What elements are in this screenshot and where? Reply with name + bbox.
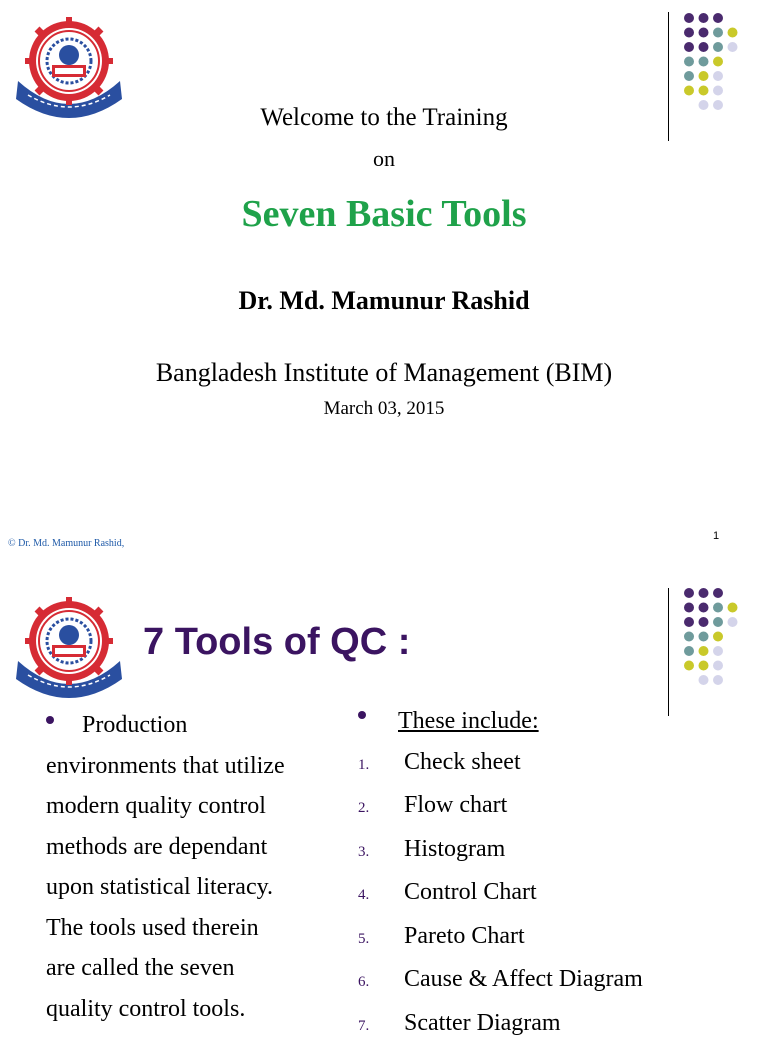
decoration-dot: [713, 28, 723, 38]
intro-line: Production: [46, 705, 346, 746]
decoration-dot: [684, 42, 694, 52]
decoration-dot: [713, 646, 723, 656]
tools-list: [358, 701, 758, 1046]
intro-line: upon statistical literacy.: [46, 867, 346, 908]
list-item: 1. Check sheet: [358, 742, 758, 786]
bullet-icon: [358, 711, 366, 719]
decoration-dot: [699, 646, 709, 656]
decoration-dot: [699, 71, 709, 81]
decoration-dot: [728, 42, 738, 52]
decoration-dot: [684, 632, 694, 642]
decoration-dot: [713, 13, 723, 23]
decoration-dot: [699, 57, 709, 67]
intro-paragraph: [46, 705, 346, 1029]
decoration-dot: [684, 86, 694, 96]
intro-line: environments that utilize: [46, 746, 346, 787]
bullet-icon: [46, 716, 54, 724]
decoration-dot: [684, 57, 694, 67]
institute-name: Bangladesh Institute of Management (BIM): [0, 358, 768, 388]
decoration-dot: [713, 632, 723, 642]
decoration-dot: [684, 71, 694, 81]
decoration-dot: [699, 28, 709, 38]
decoration-dot: [699, 13, 709, 23]
decoration-dot: [684, 661, 694, 671]
decoration-dot: [699, 42, 709, 52]
divider-line: [668, 588, 669, 716]
intro-line: The tools used therein: [46, 908, 346, 949]
decoration-dot: [728, 28, 738, 38]
decoration-dot: [713, 675, 723, 685]
decoration-dot: [684, 588, 694, 598]
decoration-dot: [699, 675, 709, 685]
list-item: 2. Flow chart: [358, 785, 758, 829]
decoration-dot: [699, 661, 709, 671]
decoration-dot: [713, 588, 723, 598]
intro-line: are called the seven: [46, 948, 346, 989]
author-name: Dr. Md. Mamunur Rashid: [0, 286, 768, 316]
slide-title: 7 Tools of QC :: [143, 621, 410, 664]
decoration-dot: [684, 646, 694, 656]
list-heading: These include:: [358, 701, 758, 742]
date-text: March 03, 2015: [0, 398, 768, 420]
main-title: Seven Basic Tools: [0, 192, 768, 236]
list-item: 5. Pareto Chart: [358, 916, 758, 960]
welcome-text: Welcome to the Training: [0, 104, 768, 132]
decoration-dot: [713, 661, 723, 671]
decoration-dot: [699, 617, 709, 627]
intro-line: modern quality control: [46, 786, 346, 827]
decoration-dot: [684, 13, 694, 23]
intro-line: methods are dependant: [46, 827, 346, 868]
decoration-dot: [684, 28, 694, 38]
list-item: 7. Scatter Diagram: [358, 1003, 758, 1046]
decoration-dot: [713, 603, 723, 613]
decoration-dot: [684, 617, 694, 627]
on-text: on: [0, 146, 768, 172]
decoration-dot: [699, 632, 709, 642]
decoration-dot: [728, 603, 738, 613]
decoration-dot: [728, 617, 738, 627]
bim-logo: [10, 595, 128, 699]
page-number: 1: [713, 530, 719, 542]
dot-grid-decoration: [680, 587, 760, 697]
intro-line: quality control tools.: [46, 989, 346, 1030]
decoration-dot: [713, 71, 723, 81]
list-item: 3. Histogram: [358, 829, 758, 873]
copyright-footer: © Dr. Md. Mamunur Rashid,: [8, 538, 124, 549]
decoration-dot: [684, 603, 694, 613]
slide-2: [0, 575, 768, 1024]
decoration-dot: [713, 57, 723, 67]
list-item: 4. Control Chart: [358, 872, 758, 916]
decoration-dot: [699, 588, 709, 598]
decoration-dot: [713, 617, 723, 627]
decoration-dot: [699, 86, 709, 96]
decoration-dot: [713, 86, 723, 96]
decoration-dot: [699, 603, 709, 613]
list-item: 6. Cause & Affect Diagram: [358, 959, 758, 1003]
decoration-dot: [713, 42, 723, 52]
